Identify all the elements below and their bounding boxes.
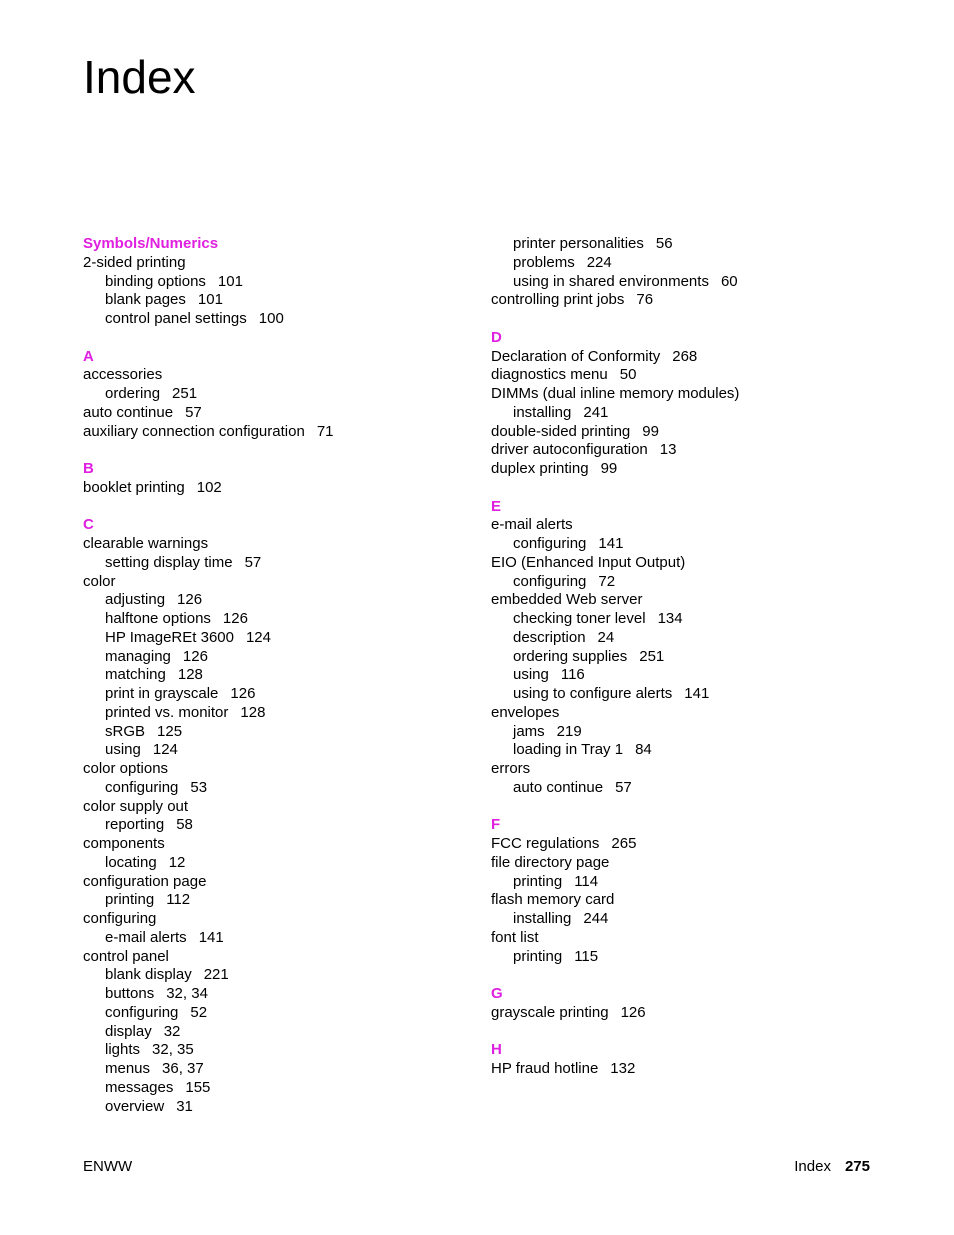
index-subentry bbox=[491, 685, 891, 704]
entry-term: controlling print jobs bbox=[491, 291, 625, 309]
index-section-heading: G bbox=[491, 985, 503, 1002]
entry-page-reference[interactable]: 125 bbox=[157, 722, 183, 740]
entry-term: configuring bbox=[83, 910, 157, 927]
index-subentry bbox=[83, 648, 483, 667]
entry-term: control panel settings bbox=[105, 310, 247, 327]
entry-page-reference[interactable]: 115 bbox=[574, 947, 599, 965]
entry-page-reference[interactable]: 134 bbox=[657, 610, 683, 627]
entry-page-reference[interactable]: 84 bbox=[635, 741, 652, 759]
entry-page-reference[interactable]: 32, 34 bbox=[166, 985, 208, 1002]
entry-page-reference[interactable]: 126 bbox=[230, 685, 256, 702]
entry-page-reference[interactable]: 114 bbox=[574, 872, 599, 890]
entry-term: sRGB bbox=[105, 722, 146, 740]
index-subentry bbox=[491, 873, 891, 892]
entry-term: using in shared environments bbox=[513, 272, 709, 290]
entry-page-reference[interactable]: 112 bbox=[166, 891, 191, 909]
index-subentry bbox=[491, 779, 891, 798]
entry-term: buttons bbox=[105, 985, 155, 1002]
index-entry bbox=[491, 929, 891, 948]
index-entry bbox=[83, 873, 483, 892]
entry-term: configuring bbox=[105, 778, 179, 796]
entry-term: installing bbox=[513, 910, 572, 927]
section-spacer bbox=[83, 441, 483, 460]
index-subentry bbox=[83, 291, 483, 310]
entry-term: FCC regulations bbox=[491, 835, 600, 852]
index-entry bbox=[491, 704, 891, 723]
entry-page-reference[interactable]: 60 bbox=[720, 272, 738, 290]
entry-page-reference[interactable]: 155 bbox=[185, 1078, 211, 1096]
entry-term: printing bbox=[513, 872, 563, 890]
entry-page-reference[interactable]: 141 bbox=[598, 535, 624, 552]
entry-page-reference[interactable]: 224 bbox=[586, 253, 612, 271]
entry-page-reference[interactable]: 100 bbox=[258, 310, 284, 327]
index-subentry bbox=[83, 591, 483, 610]
entry-page-reference[interactable]: 132 bbox=[610, 1060, 636, 1077]
entry-term: printed vs. monitor bbox=[105, 703, 229, 721]
index-entry bbox=[491, 1004, 891, 1023]
footer-publication-code: ENWW bbox=[83, 1158, 133, 1175]
index-entry bbox=[491, 835, 891, 854]
index-subentry bbox=[491, 254, 891, 273]
entry-term: double-sided printing bbox=[491, 422, 631, 440]
entry-page-reference[interactable]: 31 bbox=[176, 1097, 193, 1115]
entry-term: using bbox=[105, 741, 141, 759]
section-spacer bbox=[491, 966, 891, 985]
entry-page-reference[interactable]: 32 bbox=[163, 1022, 181, 1040]
index-subentry bbox=[491, 235, 891, 254]
index-subentry bbox=[83, 779, 483, 798]
entry-term: clearable warnings bbox=[83, 535, 209, 552]
entry-term: 2-sided printing bbox=[83, 253, 186, 271]
entry-term: font list bbox=[491, 928, 539, 946]
entry-page-reference[interactable]: 36, 37 bbox=[162, 1060, 204, 1077]
entry-term: installing bbox=[513, 403, 572, 421]
entry-term: embedded Web server bbox=[491, 591, 643, 609]
entry-term: overview bbox=[105, 1097, 165, 1115]
entry-term: managing bbox=[105, 647, 171, 665]
footer-page-info bbox=[794, 1158, 870, 1175]
section-spacer bbox=[491, 310, 891, 329]
entry-page-reference[interactable]: 244 bbox=[583, 910, 609, 927]
entry-term: printer personalities bbox=[513, 235, 644, 252]
entry-term: display bbox=[105, 1022, 152, 1040]
entry-term: menus bbox=[105, 1060, 151, 1077]
index-subentry bbox=[83, 854, 483, 873]
entry-page-reference[interactable]: 56 bbox=[655, 235, 673, 252]
entry-term: EIO (Enhanced Input Output) bbox=[491, 553, 686, 571]
index-subentry bbox=[83, 741, 483, 760]
index-subentry bbox=[83, 685, 483, 704]
entry-term: loading in Tray 1 bbox=[513, 741, 624, 759]
entry-page-reference[interactable]: 141 bbox=[198, 928, 224, 946]
entry-term: color bbox=[83, 572, 116, 590]
entry-term: booklet printing bbox=[83, 478, 185, 496]
index-entry bbox=[491, 423, 891, 442]
section-spacer bbox=[83, 498, 483, 517]
index-subentry bbox=[83, 554, 483, 573]
index-section-heading: E bbox=[491, 497, 502, 515]
entry-page-reference[interactable]: 32, 35 bbox=[152, 1041, 194, 1059]
index-entry bbox=[491, 591, 891, 610]
entry-term: color supply out bbox=[83, 797, 189, 815]
section-spacer bbox=[491, 798, 891, 817]
entry-page-reference[interactable]: 116 bbox=[560, 666, 585, 684]
entry-term: print in grayscale bbox=[105, 685, 219, 702]
section-spacer bbox=[83, 329, 483, 348]
index-subentry bbox=[491, 910, 891, 929]
entry-page-reference[interactable]: 57 bbox=[615, 778, 632, 796]
entry-page-reference[interactable]: 50 bbox=[619, 366, 637, 384]
index-entry bbox=[491, 516, 891, 535]
entry-term: control panel bbox=[83, 947, 169, 965]
entry-term: driver autoconfiguration bbox=[491, 441, 648, 459]
index-entry bbox=[83, 404, 483, 423]
entry-term: printing bbox=[513, 947, 563, 965]
entry-term: problems bbox=[513, 253, 575, 271]
entry-term: duplex printing bbox=[491, 460, 589, 477]
index-subentry bbox=[83, 929, 483, 948]
entry-page-reference[interactable]: 126 bbox=[620, 1003, 646, 1021]
entry-page-reference[interactable]: 71 bbox=[316, 422, 334, 440]
entry-term: matching bbox=[105, 666, 166, 684]
index-subentry bbox=[491, 273, 891, 292]
entry-term: Declaration of Conformity bbox=[491, 347, 661, 365]
index-entry bbox=[491, 385, 891, 404]
entry-page-reference[interactable]: 72 bbox=[598, 572, 616, 590]
index-entry bbox=[491, 348, 891, 367]
index-column-right bbox=[491, 235, 891, 1079]
index-entry bbox=[491, 891, 891, 910]
index-entry bbox=[83, 798, 483, 817]
index-subentry bbox=[491, 741, 891, 760]
entry-term: ordering bbox=[105, 385, 161, 402]
entry-term: auxiliary connection configuration bbox=[83, 422, 305, 440]
entry-page-reference[interactable]: 24 bbox=[597, 628, 615, 646]
index-subentry bbox=[491, 948, 891, 967]
index-subentry bbox=[491, 610, 891, 629]
page-title: Index bbox=[83, 51, 196, 103]
index-entry bbox=[83, 479, 483, 498]
index-subentry bbox=[83, 816, 483, 835]
index-entry bbox=[83, 573, 483, 592]
index-subentry bbox=[83, 610, 483, 629]
index-entry bbox=[491, 366, 891, 385]
entry-page-reference[interactable]: 57 bbox=[244, 553, 262, 571]
entry-term: auto continue bbox=[83, 403, 174, 421]
entry-page-reference[interactable]: 57 bbox=[185, 403, 202, 421]
entry-term: HP fraud hotline bbox=[491, 1060, 599, 1077]
index-entry bbox=[83, 910, 483, 929]
entry-term: locating bbox=[105, 853, 157, 871]
entry-page-reference[interactable]: 126 bbox=[177, 591, 203, 609]
index-subentry bbox=[491, 535, 891, 554]
entry-term: auto continue bbox=[513, 778, 604, 796]
entry-term: setting display time bbox=[105, 553, 233, 571]
entry-term: envelopes bbox=[491, 703, 560, 721]
entry-term: adjusting bbox=[105, 591, 166, 609]
footer-section-name: Index bbox=[794, 1158, 831, 1175]
entry-page-reference[interactable]: 268 bbox=[672, 347, 698, 365]
entry-page-reference[interactable]: 265 bbox=[611, 835, 637, 852]
index-section-heading: B bbox=[83, 460, 94, 477]
entry-page-reference[interactable]: 126 bbox=[222, 610, 248, 627]
entry-term: using to configure alerts bbox=[513, 685, 673, 702]
index-subentry bbox=[83, 1098, 483, 1117]
index-entry bbox=[83, 366, 483, 385]
index-subentry bbox=[83, 1079, 483, 1098]
entry-term: configuring bbox=[513, 572, 587, 590]
entry-term: lights bbox=[105, 1041, 141, 1059]
index-section-heading: H bbox=[491, 1041, 502, 1059]
index-subentry bbox=[83, 273, 483, 292]
entry-page-reference[interactable]: 13 bbox=[659, 441, 677, 459]
entry-page-reference[interactable]: 124 bbox=[245, 628, 271, 646]
entry-page-reference[interactable]: 52 bbox=[190, 1003, 208, 1021]
index-subentry bbox=[491, 404, 891, 423]
entry-term: halftone options bbox=[105, 610, 211, 627]
entry-term: grayscale printing bbox=[491, 1003, 609, 1021]
index-entry bbox=[83, 835, 483, 854]
entry-page-reference[interactable]: 128 bbox=[177, 666, 203, 684]
entry-page-reference[interactable]: 12 bbox=[168, 853, 186, 871]
entry-page-reference[interactable]: 102 bbox=[196, 478, 222, 496]
entry-term: configuring bbox=[105, 1003, 179, 1021]
entry-term: accessories bbox=[83, 366, 163, 384]
entry-page-reference[interactable]: 99 bbox=[600, 460, 618, 477]
entry-term: flash memory card bbox=[491, 891, 615, 909]
entry-term: description bbox=[513, 628, 586, 646]
entry-term: checking toner level bbox=[513, 610, 646, 627]
entry-term: color options bbox=[83, 760, 169, 777]
entry-term: diagnostics menu bbox=[491, 366, 608, 384]
entry-term: e-mail alerts bbox=[105, 928, 187, 946]
index-entry bbox=[491, 291, 891, 310]
entry-page-reference[interactable]: 241 bbox=[583, 403, 609, 421]
entry-term: e-mail alerts bbox=[491, 516, 573, 534]
entry-term: configuration page bbox=[83, 872, 207, 890]
index-entry bbox=[83, 760, 483, 779]
entry-term: errors bbox=[491, 760, 531, 777]
index-subentry bbox=[83, 666, 483, 685]
index-entry bbox=[83, 423, 483, 442]
entry-term: blank display bbox=[105, 966, 192, 984]
index-subentry bbox=[491, 573, 891, 592]
entry-term: components bbox=[83, 835, 165, 852]
entry-term: reporting bbox=[105, 816, 165, 834]
index-entry bbox=[491, 760, 891, 779]
index-subentry bbox=[491, 723, 891, 742]
entry-term: messages bbox=[105, 1078, 174, 1096]
entry-page-reference[interactable]: 221 bbox=[203, 966, 229, 984]
entry-term: printing bbox=[105, 891, 155, 909]
entry-page-reference[interactable]: 251 bbox=[639, 647, 665, 665]
index-subentry bbox=[83, 1041, 483, 1060]
index-subentry bbox=[83, 1023, 483, 1042]
index-section-heading: A bbox=[83, 347, 94, 365]
entry-page-reference[interactable]: 141 bbox=[684, 685, 710, 702]
index-subentry bbox=[83, 985, 483, 1004]
index-section-heading: D bbox=[491, 328, 502, 346]
index-column-left bbox=[83, 235, 483, 1116]
index-subentry bbox=[83, 891, 483, 910]
entry-page-reference[interactable]: 76 bbox=[636, 291, 654, 309]
entry-term: jams bbox=[513, 722, 545, 740]
entry-page-reference[interactable]: 124 bbox=[152, 741, 178, 759]
index-section-heading: F bbox=[491, 816, 501, 834]
entry-page-reference[interactable]: 128 bbox=[240, 703, 266, 721]
index-section-heading: Symbols/Numerics bbox=[83, 235, 219, 252]
index-subentry bbox=[83, 1060, 483, 1079]
entry-term: configuring bbox=[513, 535, 587, 552]
entry-term: blank pages bbox=[105, 291, 186, 309]
section-spacer bbox=[491, 479, 891, 498]
entry-term: ordering supplies bbox=[513, 647, 628, 665]
entry-term: using bbox=[513, 666, 549, 684]
entry-page-reference[interactable]: 53 bbox=[190, 778, 208, 796]
index-subentry bbox=[83, 704, 483, 723]
entry-term: HP ImageREt 3600 bbox=[105, 628, 234, 646]
entry-page-reference[interactable]: 101 bbox=[197, 291, 223, 309]
index-subentry bbox=[491, 648, 891, 667]
entry-page-reference[interactable]: 101 bbox=[217, 272, 243, 290]
index-subentry bbox=[491, 629, 891, 648]
index-subentry bbox=[491, 666, 891, 685]
index-subentry bbox=[83, 385, 483, 404]
entry-page-reference[interactable]: 219 bbox=[556, 722, 582, 740]
index-entry bbox=[491, 554, 891, 573]
entry-page-reference[interactable]: 58 bbox=[176, 816, 193, 834]
index-subentry bbox=[83, 723, 483, 742]
entry-term: DIMMs (dual inline memory modules) bbox=[491, 385, 740, 402]
entry-term: file directory page bbox=[491, 853, 610, 871]
index-entry bbox=[491, 441, 891, 460]
index-subentry bbox=[83, 966, 483, 985]
index-entry bbox=[491, 460, 891, 479]
index-entry bbox=[491, 854, 891, 873]
footer-page-number: 275 bbox=[844, 1158, 870, 1175]
entry-page-reference[interactable]: 126 bbox=[182, 647, 208, 665]
index-entry bbox=[83, 948, 483, 967]
index-subentry bbox=[83, 629, 483, 648]
index-subentry bbox=[83, 310, 483, 329]
entry-page-reference[interactable]: 251 bbox=[172, 385, 198, 402]
index-entry bbox=[83, 254, 483, 273]
section-spacer bbox=[491, 1023, 891, 1042]
index-entry bbox=[83, 535, 483, 554]
entry-page-reference[interactable]: 99 bbox=[642, 422, 659, 440]
index-section-heading: C bbox=[83, 516, 94, 534]
index-entry bbox=[491, 1060, 891, 1079]
entry-term: binding options bbox=[105, 272, 206, 290]
index-subentry bbox=[83, 1004, 483, 1023]
